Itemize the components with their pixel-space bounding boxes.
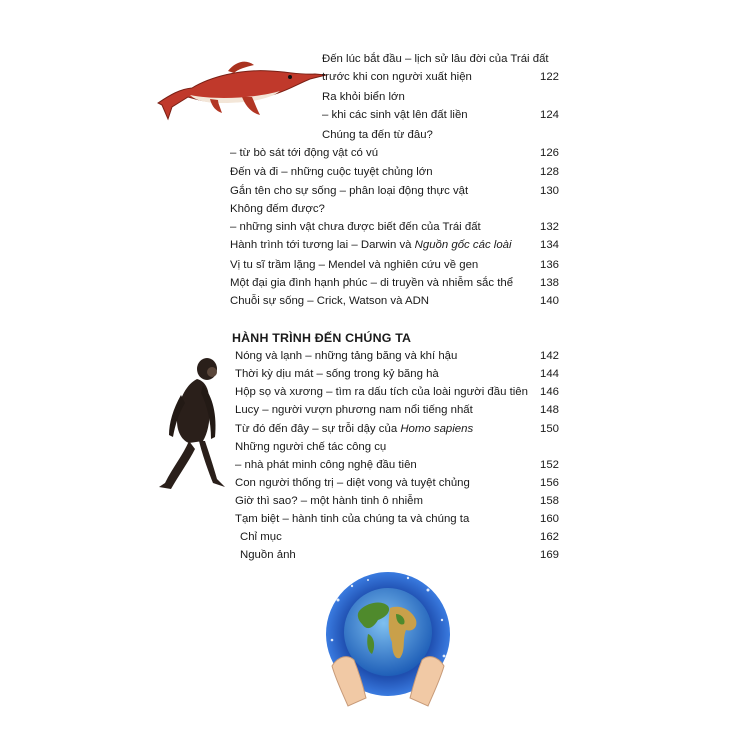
toc-entry-title: Lucy – người vượn phương nam nổi tiếng nhất: [235, 404, 473, 416]
toc-entry-title: Tạm biệt – hành tinh của chúng ta và chúng ta: [235, 513, 470, 525]
toc-entry-title: – nhà phát minh công nghệ đầu tiên: [235, 459, 417, 471]
toc-entry-title: Con người thống trị – diệt vong và tuyệt chủng: [235, 477, 470, 489]
toc-page-number: 130: [539, 185, 559, 197]
earth-in-hands-illustration: [308, 570, 468, 710]
toc-entry-title: Ra khỏi biển lớn: [322, 91, 405, 103]
italic-species-name: Homo sapiens: [400, 423, 474, 435]
italic-book-title: Nguồn gốc các loài: [414, 239, 512, 251]
toc-entry-title: Không đếm được?: [230, 203, 325, 215]
toc-page-number: 128: [539, 166, 559, 178]
toc-entry-title: Chỉ mục: [240, 531, 282, 543]
toc-entry-title: trước khi con người xuất hiện: [322, 71, 472, 83]
toc-entry-title: Từ đó đến đây – sự trỗi dậy của Homo sapiens: [235, 423, 474, 435]
toc-entry-title: Vị tu sĩ trầm lặng – Mendel và nghiên cứu về gen: [230, 259, 479, 271]
toc-entry-title: – khi các sinh vật lên đất liền: [322, 109, 468, 121]
toc-entry-title: Nguồn ảnh: [240, 549, 296, 561]
toc-page-number: 169: [539, 549, 559, 561]
ichthyosaur-illustration: [150, 55, 330, 125]
toc-page-number: 158: [539, 495, 559, 507]
toc-page-number: 162: [539, 531, 559, 543]
toc-entry-title: Thời kỳ dịu mát – sống trong kỷ băng hà: [235, 368, 439, 380]
toc-page-number: 122: [539, 71, 559, 83]
toc-page-number: 136: [539, 259, 559, 271]
toc-page-number: 126: [539, 147, 559, 159]
toc-page-number: 156: [539, 477, 559, 489]
toc-entry-title: Gắn tên cho sự sống – phân loại động thực vật: [230, 185, 469, 197]
toc-page-number: 134: [539, 239, 559, 251]
toc-entry-title: Chúng ta đến từ đâu?: [322, 129, 433, 141]
toc-page-number: 160: [539, 513, 559, 525]
toc-page-number: 124: [539, 109, 559, 121]
toc-page-number: 152: [539, 459, 559, 471]
toc-page-number: 142: [539, 350, 559, 362]
toc-page-number: 132: [539, 221, 559, 233]
toc-entry-title: Nóng và lạnh – những tảng băng và khí hậu: [235, 350, 458, 362]
toc-entry-title: Đến và đi – những cuộc tuyệt chủng lớn: [230, 166, 433, 178]
ape-illustration: [155, 355, 235, 495]
toc-entry-title: Hành trình tới tương lai – Darwin và Nguồn gốc các loài: [230, 239, 512, 251]
toc-page-number: 144: [539, 368, 559, 380]
toc-entry-title: Chuỗi sự sống – Crick, Watson và ADN: [230, 295, 430, 307]
toc-entry-title: Những người chế tác công cụ: [235, 441, 387, 453]
toc-entry-title: Hộp sọ và xương – tìm ra dấu tích của loài người đầu tiên: [235, 386, 528, 398]
toc-entry-title: Đến lúc bắt đầu – lịch sử lâu đời của Trái đất: [322, 53, 549, 65]
toc-page-number: 146: [539, 386, 559, 398]
toc-page-number: 140: [539, 295, 559, 307]
toc-entry-title: Giờ thì sao? – một hành tinh ô nhiễm: [235, 495, 423, 507]
toc-entry-title: Một đại gia đình hạnh phúc – di truyền và nhiễm sắc thể: [230, 277, 514, 289]
toc-page-number: 150: [539, 423, 559, 435]
toc-page-number: 148: [539, 404, 559, 416]
toc-entry-title: – từ bò sát tới động vật có vú: [230, 147, 379, 159]
toc-page-number: 138: [539, 277, 559, 289]
section-heading: HÀNH TRÌNH ĐẾN CHÚNG TA: [232, 331, 412, 345]
toc-entry-title: – những sinh vật chưa được biết đến của Trái đất: [230, 221, 481, 233]
